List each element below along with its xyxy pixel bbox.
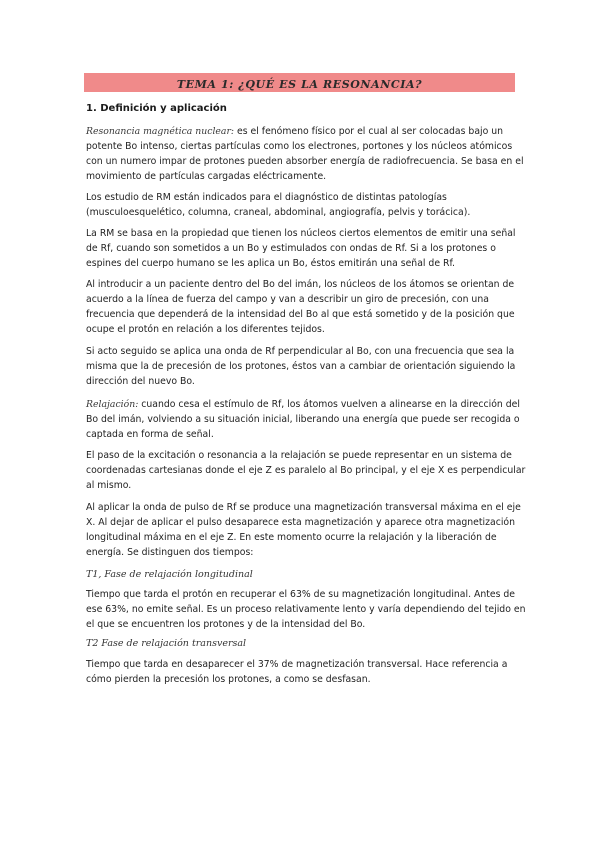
paragraph-magnetization: Al aplicar la onda de pulso de Rf se produce una magnetización transversal máxima en el eje X. Al dejar de aplicar el pulso desaparece esta magnetización y aparece otra magnetización longitudinal máxima en el eje Z. En este momento ocurre la relajación y la liberación de energía. Se distinguen dos tiempos: xyxy=(86,502,521,558)
document-title: TEMA 1: ¿QUÉ ES LA RESONANCIA? xyxy=(176,78,423,91)
relaxation-text: cuando cesa el estímulo de Rf, los átomos vuelven a alinearse en la dirección del Bo del imán, volviendo a su situación inicial, liberando una energía que puede ser recogida o captada en forma de señal. xyxy=(86,399,520,440)
definition-text: es el fenómeno físico por el cual al ser colocadas bajo un potente Bo intenso, ciertas partículas como los electrones, portones y los núcleos atómicos con un numero impar de protones pueden absorber energía de radiofrecuencia. Se basa en el movimiento de partículas cargadas eléctricamente. xyxy=(86,126,524,182)
paragraph-coordinates: El paso de la excitación o resonancia a la relajación se puede representar en un sistema de coordenadas cartesianas donde el eje Z es paralelo al Bo principal, y el eje X es perpendicular al mismo. xyxy=(86,450,526,491)
t2-heading: T2 Fase de relajación transversal xyxy=(86,638,247,649)
paragraph-rf-pulse: Si acto seguido se aplica una onda de Rf perpendicular al Bo, con una frecuencia que sea la misma que la de precesión de los protones, éstos van a cambiar de orientación siguiendo la dirección del nuevo Bo. xyxy=(86,346,516,387)
paragraph-indications: Los estudio de RM están indicados para el diagnóstico de distintas patologías (musculoesquelético, columna, craneal, abdominal, angiografía, pelvis y torácica). xyxy=(86,192,471,218)
term-rmn: Resonancia magnética nuclear: xyxy=(86,126,235,137)
paragraph-precession: Al introducir a un paciente dentro del Bo del imán, los núcleos de los átomos se orientan de acuerdo a la línea de fuerza del campo y van a describir un giro de precesión, con una frecuencia que dependerá de la intensidad del Bo al que está sometido y de la posición que ocupe el protón en relación a los diferentes tejidos. xyxy=(86,279,515,335)
title-banner xyxy=(84,73,515,92)
paragraph-t1: Tiempo que tarda el protón en recuperar el 63% de su magnetización longitudinal. Antes de ese 63%, no emite señal. Es un proceso relativamente lento y varía dependiendo del tejido en el que se encuentren los protones y de la intensidad del Bo. xyxy=(86,589,526,630)
term-relajacion: Relajación: xyxy=(86,399,139,410)
paragraph-relaxation xyxy=(86,397,526,442)
paragraph-t2: Tiempo que tarda en desaparecer el 37% de magnetización transversal. Hace referencia a cómo pierden la precesión los protones, a como se desfasan. xyxy=(86,659,508,685)
section-heading: 1. Definición y aplicación xyxy=(86,103,227,114)
t1-heading: T1, Fase de relajación longitudinal xyxy=(86,569,253,580)
paragraph-rm-basis: La RM se basa en la propiedad que tienen los núcleos ciertos elementos de emitir una señal de Rf, cuando son sometidos a un Bo y estimulados con ondas de Rf. Si a los protones o espines del cuerpo humano se les aplica un Bo, éstos emitirán una señal de Rf. xyxy=(86,228,516,269)
paragraph-definition xyxy=(86,124,526,184)
